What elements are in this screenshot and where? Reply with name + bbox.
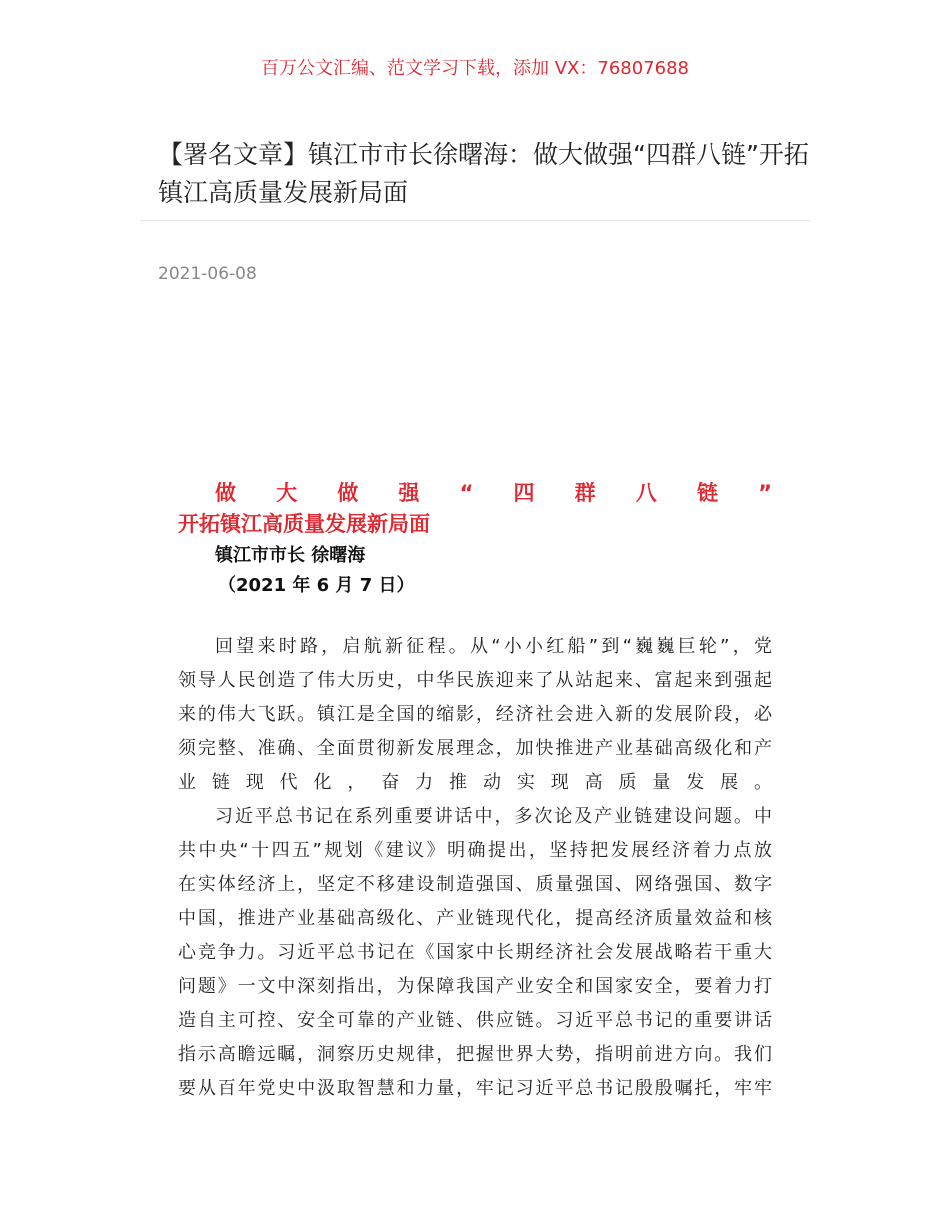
body-line: 习近平总书记在系列重要讲话中，多次论及产业链建设问题。中 <box>215 806 772 827</box>
body-line: 要从百年党史中汲取智慧和力量，牢记习近平总书记殷殷嘱托，牢牢 <box>178 1078 772 1099</box>
heading-char: 八 <box>635 481 657 505</box>
body-line: 回望来时路，启航新征程。从“小小红船”到“巍巍巨轮”，党 <box>215 636 772 657</box>
heading-char: ” <box>758 481 772 505</box>
document-heading-line-2: 开拓镇江高质量发展新局面 <box>178 512 430 536</box>
body-text <box>178 630 772 1106</box>
body-line: 共中央“十四五”规划《建议》明确提出，坚持把发展经济着力点放 <box>178 840 772 861</box>
body-line: 须完整、准确、全面贯彻新发展理念，加快推进产业基础高级化和产 <box>178 738 772 759</box>
body-line: 领导人民创造了伟大历史，中华民族迎来了从站起来、富起来到强起 <box>178 670 772 691</box>
body-line: 心竞争力。习近平总书记在《国家中长期经济社会发展战略若干重大 <box>178 942 772 963</box>
heading-char: “ <box>459 481 474 505</box>
body-line: 指示高瞻远瞩，洞察历史规律，把握世界大势，指明前进方向。我们 <box>178 1044 772 1065</box>
body-line: 来的伟大飞跃。镇江是全国的缩影，经济社会进入新的发展阶段，必 <box>178 704 772 725</box>
heading-char: 强 <box>398 481 420 505</box>
body-line: 问题》一文中深刻指出，为保障我国产业安全和国家安全，要着力打 <box>178 976 772 997</box>
body-line: 业链现代化，奋力推动实现高质量发展。 <box>178 772 772 793</box>
body-line: 在实体经济上，坚定不移建设制造强国、质量强国、网络强国、数字 <box>178 874 772 895</box>
publish-date: 2021-06-08 <box>158 264 257 284</box>
heading-char: 链 <box>696 481 718 505</box>
heading-char: 做 <box>337 481 359 505</box>
heading-char: 四 <box>513 481 535 505</box>
heading-char: 大 <box>276 481 298 505</box>
heading-char: 做 <box>215 481 236 505</box>
speech-date: （2021 年 6 月 7 日） <box>218 575 415 596</box>
heading-char: 群 <box>574 481 596 505</box>
article-title: 【署名文章】镇江市市长徐曙海：做大做强“四群八链”开拓镇江高质量发展新局面 <box>158 140 809 207</box>
promo-banner: 百万公文汇编、范文学习下载，添加 VX：76807688 <box>261 58 689 79</box>
author-line: 镇江市市长 徐曙海 <box>215 545 366 566</box>
body-line: 造自主可控、安全可靠的产业链、供应链。习近平总书记的重要讲话 <box>178 1010 772 1031</box>
body-line: 中国，推进产业基础高级化、产业链现代化，提高经济质量效益和核 <box>178 908 772 929</box>
title-divider <box>140 220 810 221</box>
document-heading-line-1 <box>178 478 772 508</box>
